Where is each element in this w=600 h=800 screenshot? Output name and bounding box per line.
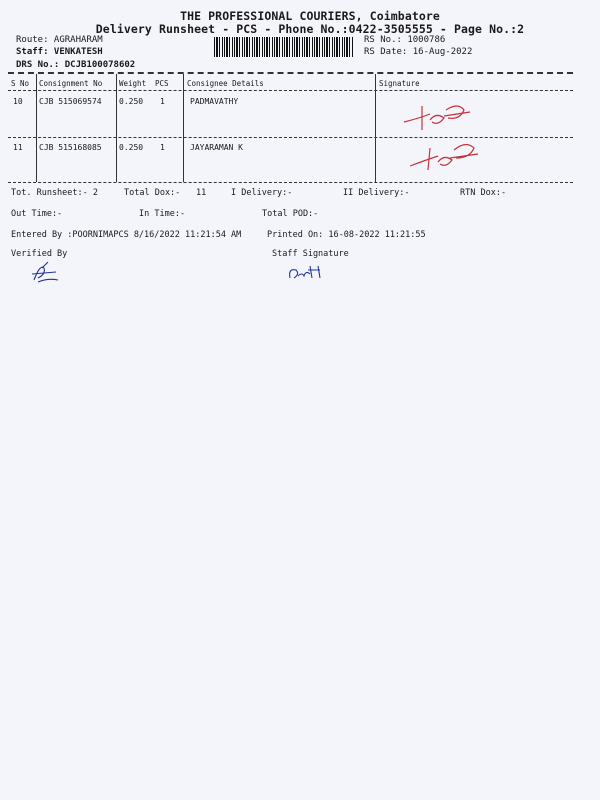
rs-date: RS Date: 16-Aug-2022 [364, 47, 473, 57]
header-sno: S No [11, 79, 30, 88]
consignee-signature-2 [406, 136, 486, 176]
row-weight: 0.250 [119, 97, 144, 106]
row-consignment: CJB 515069574 [39, 97, 102, 106]
row-sno: 10 [13, 97, 23, 106]
staff-signature-mark [286, 262, 330, 284]
consignee-signature-1 [400, 96, 480, 136]
rs-number: RS No.: 1000786 [364, 35, 446, 45]
total-pod: Total POD:- [262, 209, 319, 219]
col-divider [116, 74, 117, 182]
header-consignee: Consignee Details [187, 79, 264, 88]
header-pcs: PCS [155, 79, 169, 88]
out-time: Out Time:- [11, 209, 63, 219]
verifier-signature [28, 260, 62, 284]
tot-runsheet: Tot. Runsheet:- 2 [11, 188, 98, 198]
table-bottom-rule [8, 182, 573, 183]
total-dox-value: 11 [196, 188, 207, 198]
row-consignee: JAYARAMAN K [190, 143, 243, 152]
in-time: In Time:- [139, 209, 186, 219]
header-consignment: Consignment No [39, 79, 103, 88]
header-weight: Weight [119, 79, 147, 88]
company-title: THE PROFESSIONAL COURIERS, Coimbatore [180, 9, 440, 23]
row-weight: 0.250 [119, 143, 144, 152]
printed-on: Printed On: 16-08-2022 11:21:55 [267, 230, 426, 240]
barcode [214, 37, 354, 57]
row-consignee: PADMAVATHY [190, 97, 239, 106]
rtn-dox: RTN Dox:- [460, 188, 507, 198]
row-consignment: CJB 515168085 [39, 143, 102, 152]
row-rule [8, 137, 573, 138]
col-divider [36, 74, 37, 182]
verified-by-label: Verified By [11, 249, 68, 259]
col-divider [183, 74, 184, 182]
route-label: Route: AGRAHARAM [16, 35, 103, 45]
staff-signature-label: Staff Signature [272, 249, 349, 259]
i-delivery: I Delivery:- [231, 188, 293, 198]
entered-by: Entered By :POORNIMAPCS 8/16/2022 11:21:54 AM [11, 230, 242, 240]
header-signature: Signature [379, 79, 420, 88]
runsheet-title: Delivery Runsheet - PCS - Phone No.:0422-3505555 - Page No.:2 [95, 22, 525, 36]
total-dox-label: Total Dox:- [124, 188, 181, 198]
table-top-rule [8, 72, 573, 74]
staff-label: Staff: VENKATESH [16, 47, 103, 57]
row-pcs: 1 [160, 97, 165, 106]
row-pcs: 1 [160, 143, 165, 152]
ii-delivery: II Delivery:- [343, 188, 410, 198]
col-divider [375, 74, 376, 182]
row-sno: 11 [13, 143, 23, 152]
header-rule [8, 90, 573, 91]
drs-number: DRS No.: DCJB100078602 [16, 60, 136, 70]
